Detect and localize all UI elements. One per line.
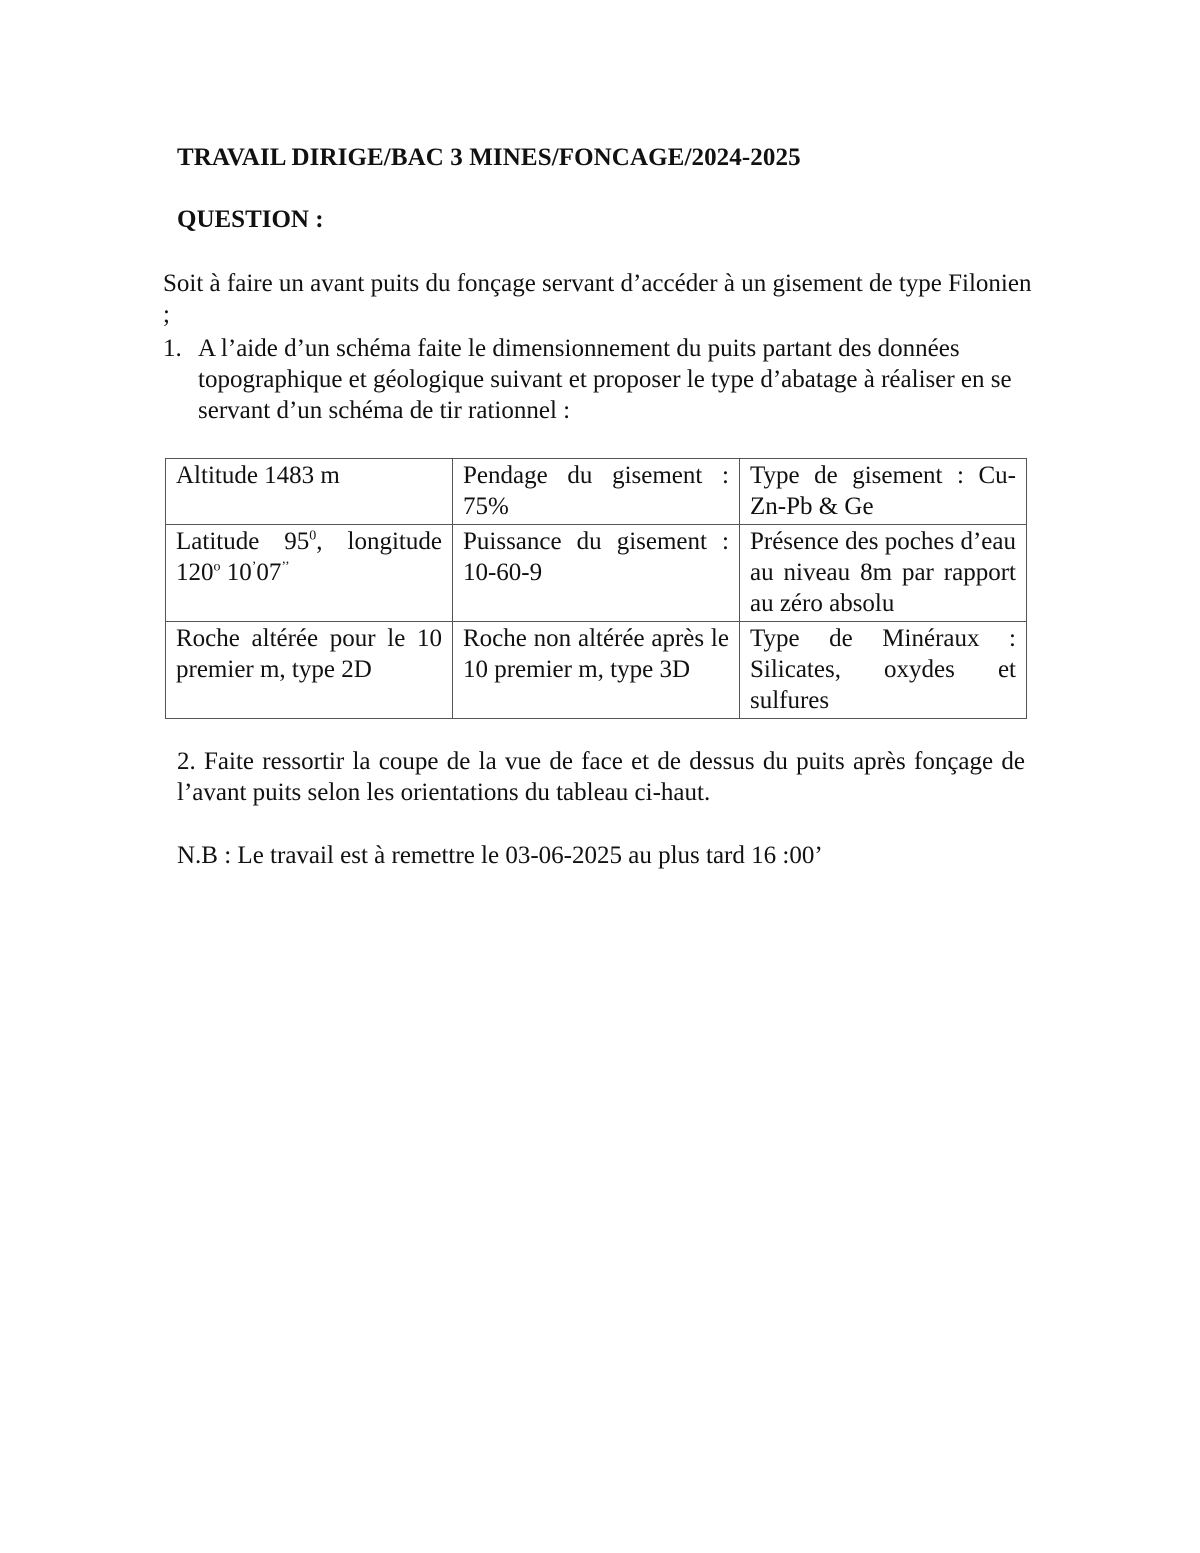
question-heading: QUESTION : <box>177 206 324 233</box>
deadline-note: N.B : Le travail est à remettre le 03-06-2025 au plus tard 16 :00’ <box>177 842 823 869</box>
table-cell: Altitude 1483 m <box>166 459 453 525</box>
document-title: TRAVAIL DIRIGE/BAC 3 MINES/FONCAGE/2024-2025 <box>177 144 801 171</box>
coord-text: , longitude 120 <box>176 528 442 586</box>
table-cell: Roche non altérée après le 10 premier m, type 3D <box>452 622 739 719</box>
table-cell: Type de gisement : Cu-Zn-Pb & Ge <box>739 459 1026 525</box>
table-cell: Type de Minéraux : Silicates, oxydes et sulfures <box>739 622 1026 719</box>
list-item-1-number: 1. <box>163 335 182 362</box>
list-item-1 <box>163 333 1033 426</box>
coord-superscript: ’’ <box>281 559 290 575</box>
data-table <box>165 458 1027 719</box>
table-cell-coordinates <box>166 525 453 622</box>
table-cell: Présence des poches d’eau au niveau 8m par rapport au zéro absolu <box>739 525 1026 622</box>
coord-text: 10 <box>220 559 252 586</box>
table-row <box>166 622 1027 719</box>
table-cell: Pendage du gisement : 75% <box>452 459 739 525</box>
list-item-1-text: A l’aide d’un schéma faite le dimensionnement du puits partant des données topographique et géologique suivant et proposer le type d’abatage à réaliser en se servant d’un schéma de tir rationnel : <box>198 335 1012 424</box>
table-row <box>166 459 1027 525</box>
coord-text: Latitude 95 <box>176 528 310 555</box>
coord-text: 07 <box>256 559 282 586</box>
coord-superscript: ’ <box>251 559 257 575</box>
table-cell: Roche altérée pour le 10 premier m, type 2D <box>166 622 453 719</box>
intro-paragraph: Soit à faire un avant puits du fonçage servant d’accéder à un gisement de type Filonien ; <box>163 270 1032 328</box>
coord-superscript: 0 <box>309 528 317 544</box>
list-item-2: 2. Faite ressortir la coupe de la vue de face et de dessus du puits après fonçage de l’avant puits selon les orientations du tableau ci-haut. <box>177 748 1025 806</box>
table-row <box>166 525 1027 622</box>
coord-superscript: o <box>213 559 221 575</box>
table-cell: Puissance du gisement : 10-60-9 <box>452 525 739 622</box>
